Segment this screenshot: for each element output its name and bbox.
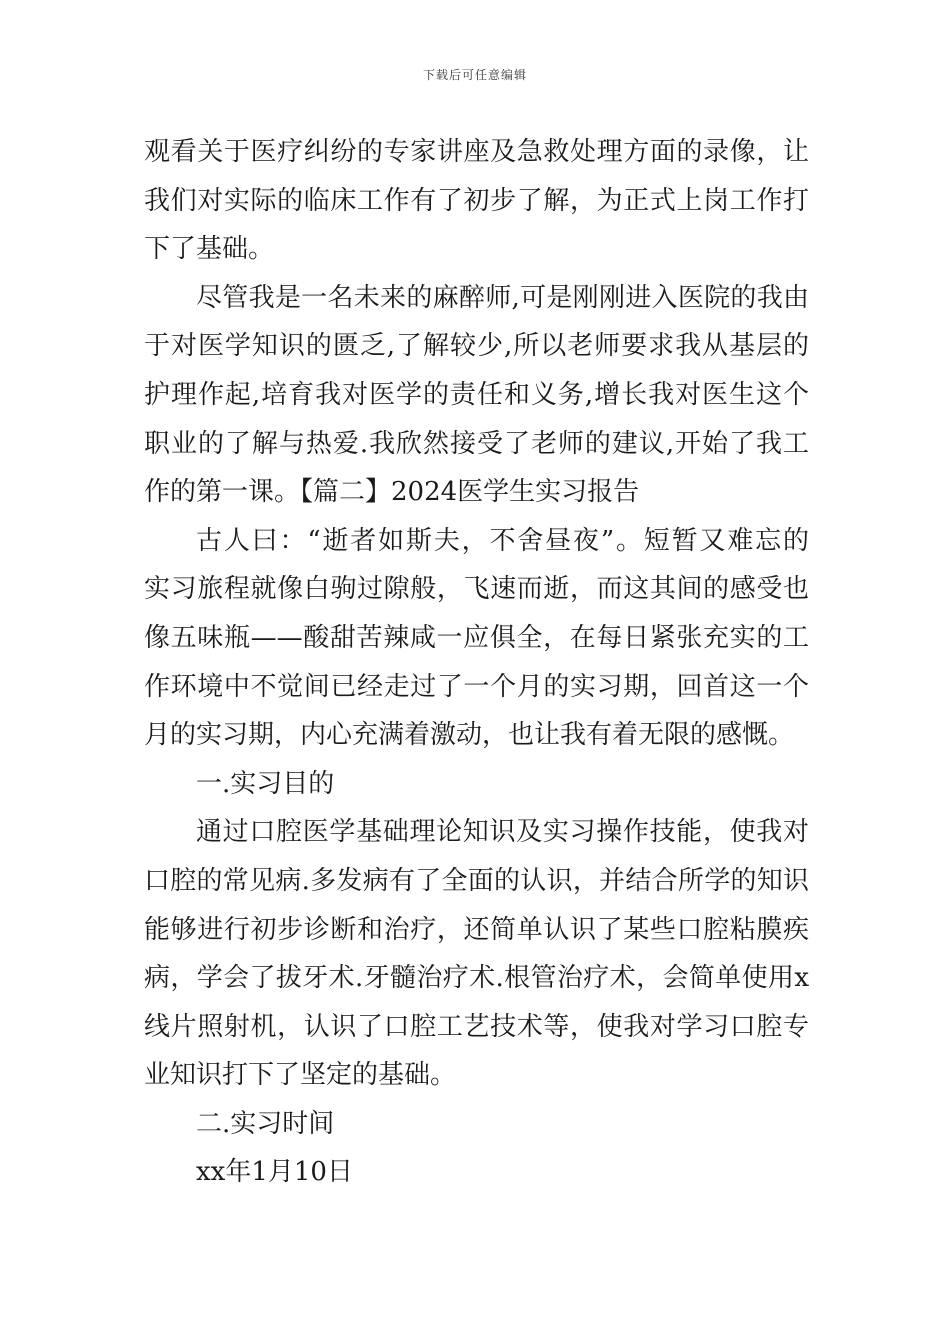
text-line: 于对医学知识的匮乏,了解较少,所以老师要求我从基层的 bbox=[144, 331, 809, 362]
text-line: 观看关于医疗纠纷的专家讲座及急救处理方面的录像，让 bbox=[144, 137, 809, 167]
text-line: 病，学会了拔牙术.牙髓治疗术.根管治疗术，会简单使用x bbox=[144, 963, 809, 994]
text-line: 一.实习目的 bbox=[196, 768, 335, 799]
text-line: xx年1月10日 bbox=[196, 1157, 353, 1188]
text-line: 尽管我是一名未来的麻醉师,可是刚刚进入医院的我由 bbox=[196, 282, 809, 313]
text-line: 作的第一课。【篇二】2024医学生实习报告 bbox=[144, 477, 640, 508]
header-note: 下载后可任意编辑 bbox=[422, 68, 527, 82]
document-body bbox=[144, 128, 809, 1197]
text-line: 口腔的常见病.多发病有了全面的认识，并结合所学的知识 bbox=[144, 865, 809, 896]
text-line: 像五味瓶——酸甜苦辣咸一应俱全，在每日紧张充实的工 bbox=[144, 622, 809, 653]
text-line: 线片照射机，认识了口腔工艺技术等，使我对学习口腔专 bbox=[144, 1011, 809, 1042]
text-line: 业知识打下了坚定的基础。 bbox=[144, 1060, 457, 1091]
text-line: 护理作起,培育我对医学的责任和义务,增长我对医生这个 bbox=[144, 379, 809, 410]
text-line: 我们对实际的临床工作有了初步了解，为正式上岗工作打 bbox=[144, 185, 809, 216]
text-line: 实习旅程就像白驹过隙般，飞速而逝，而这其间的感受也 bbox=[144, 574, 809, 605]
text-line: 下了基础。 bbox=[144, 234, 275, 265]
text-line: 能够进行初步诊断和治疗，还简单认识了某些口腔粘膜疾 bbox=[144, 914, 809, 945]
text-line: 职业的了解与热爱.我欣然接受了老师的建议,开始了我工 bbox=[144, 428, 809, 459]
text-line: 月的实习期，内心充满着激动，也让我有着无限的感慨。 bbox=[144, 720, 795, 751]
text-line: 作环境中不觉间已经走过了一个月的实习期，回首这一个 bbox=[144, 671, 809, 702]
text-line: 古人曰：“逝者如斯夫，不舍昼夜”。短暂又难忘的 bbox=[196, 525, 809, 556]
text-line: 通过口腔医学基础理论知识及实习操作技能，使我对 bbox=[196, 817, 809, 848]
text-line: 二.实习时间 bbox=[196, 1108, 335, 1139]
